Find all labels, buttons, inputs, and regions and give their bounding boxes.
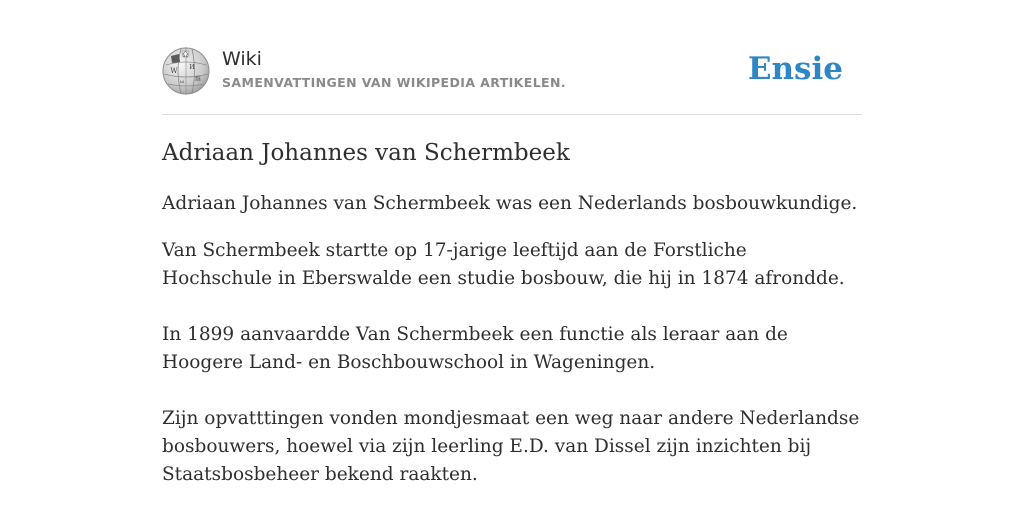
svg-text:Ω: Ω [183, 51, 188, 59]
svg-text:維: 維 [194, 76, 202, 83]
svg-text:И: И [189, 64, 195, 71]
brand-logo[interactable]: Ensie [747, 51, 843, 87]
site-header [162, 44, 862, 115]
site-name[interactable]: Wiki [222, 48, 262, 70]
article-paragraph: Zijn opvatttingen vonden mondjesmaat een weg naar andere Nederlandse bosbouwers, hoewel via zijn leerling E.D. van Dissel zijn inzichten bij Staatsbosbeheer bekend raakten. [162, 408, 860, 485]
site-tagline: SAMENVATTINGEN VAN WIKIPEDIA ARTIKELEN. [222, 75, 567, 90]
svg-text:W: W [170, 67, 178, 75]
article-paragraph: In 1899 aanvaardde Van Schermbeek een functie als leraar aan de Hoogere Land- en Boschbouwschool in Wageningen. [162, 324, 788, 373]
svg-text:ω: ω [179, 79, 185, 85]
article-title: Adriaan Johannes van Schermbeek [162, 140, 570, 166]
article-intro: Adriaan Johannes van Schermbeek was een Nederlands bosbouwkundige. [162, 193, 858, 214]
wikipedia-globe-icon[interactable] [162, 47, 210, 95]
article-paragraph: Van Schermbeek startte op 17-jarige leeftijd aan de Forstliche Hochschule in Eberswalde een studie bosbouw, die hij in 1874 afrondde. [162, 240, 845, 289]
